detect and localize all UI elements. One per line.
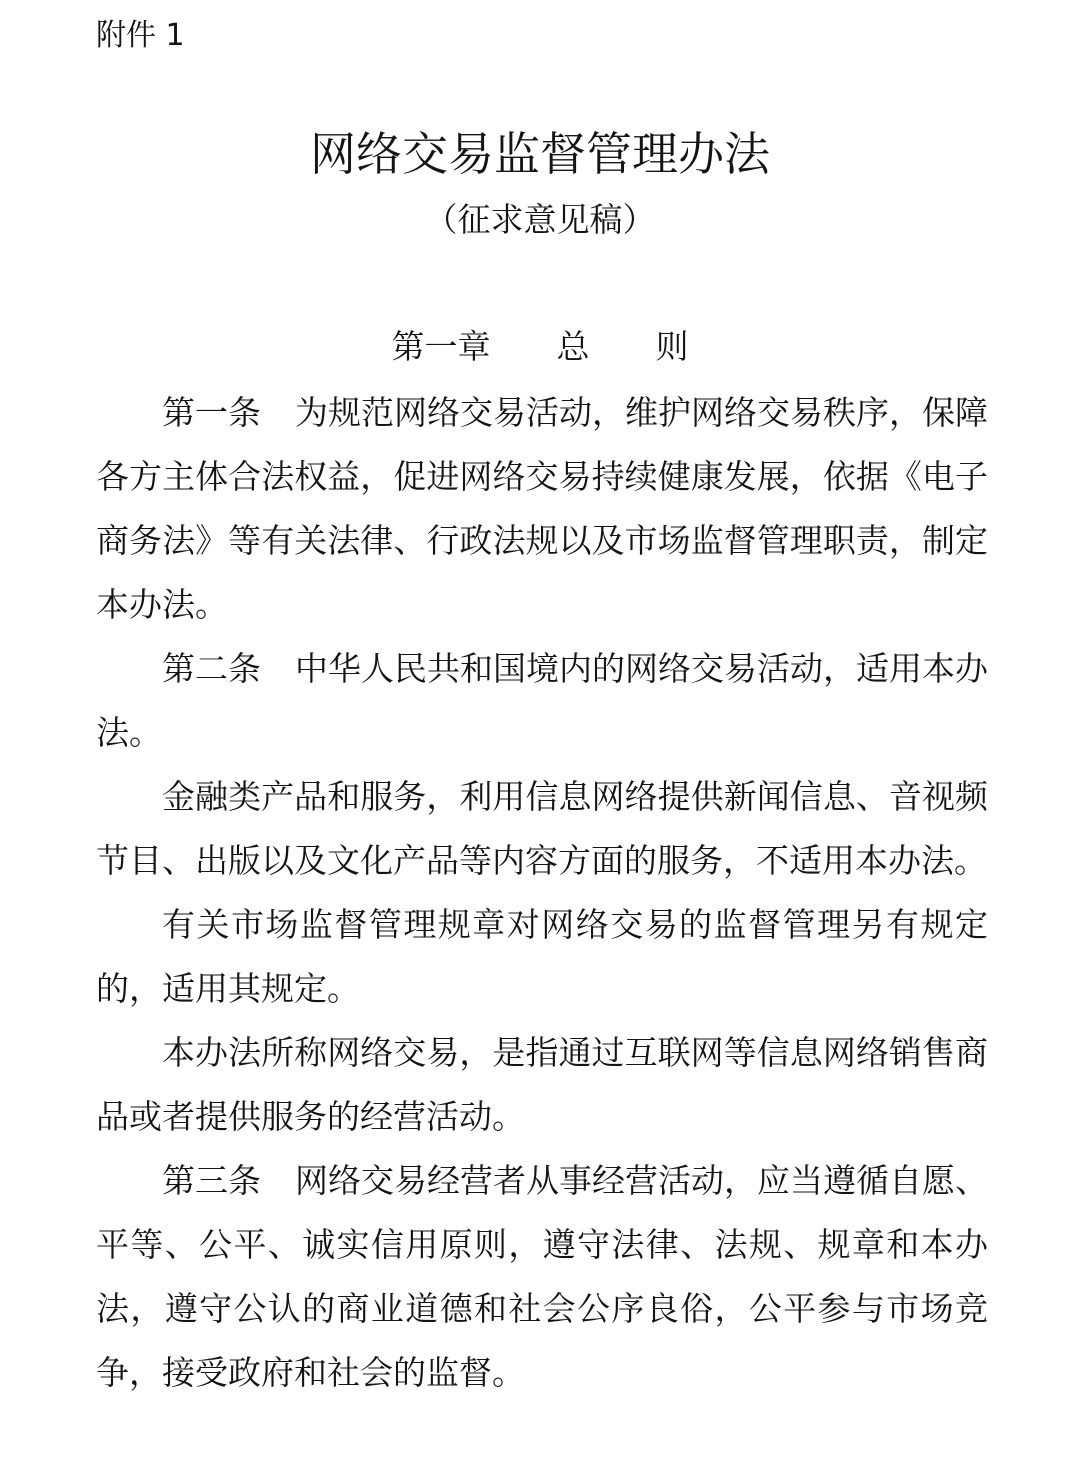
document-title: 网络交易监督管理办法 (310, 127, 770, 181)
paragraph-text: 本办法所称网络交易，是指通过互联网等信息网络销售商品或者提供服务的经营活动。 (96, 1033, 988, 1136)
article-number: 第三条 (162, 1161, 261, 1200)
paragraph-text: 为规范网络交易活动，维护网络交易秩序，保障各方主体合法权益，促进网络交易持续健康发展，依据《电子商务法》等有关法律、行政法规以及市场监督管理职责，制定本办法。 (96, 393, 988, 624)
paragraph-text: 金融类产品和服务，利用信息网络提供新闻信息、音视频节目、出版以及文化产品等内容方面的服务，不适用本办法。 (96, 777, 988, 880)
document-body (96, 381, 988, 1405)
paragraph (96, 765, 988, 893)
paragraph-article-1 (96, 381, 988, 637)
paragraph-text: 中华人民共和国境内的网络交易活动，适用本办法。 (96, 649, 988, 752)
paragraph (96, 1021, 988, 1149)
article-number: 第一条 (162, 393, 261, 432)
attachment-label: 附件 1 (96, 18, 185, 53)
article-number: 第二条 (162, 649, 261, 688)
chapter-heading: 第一章 总 则 (391, 327, 689, 366)
document-subtitle: （征求意见稿） (424, 200, 656, 239)
paragraph-text: 有关市场监督管理规章对网络交易的监督管理另有规定的，适用其规定。 (96, 905, 988, 1008)
paragraph (96, 893, 988, 1021)
paragraph-article-3 (96, 1149, 988, 1405)
paragraph-article-2 (96, 637, 988, 765)
paragraph-text: 网络交易经营者从事经营活动，应当遵循自愿、平等、公平、诚实信用原则，遵守法律、法规、规章和本办法，遵守公认的商业道德和社会公序良俗，公平参与市场竞争，接受政府和社会的监督。 (96, 1161, 988, 1392)
